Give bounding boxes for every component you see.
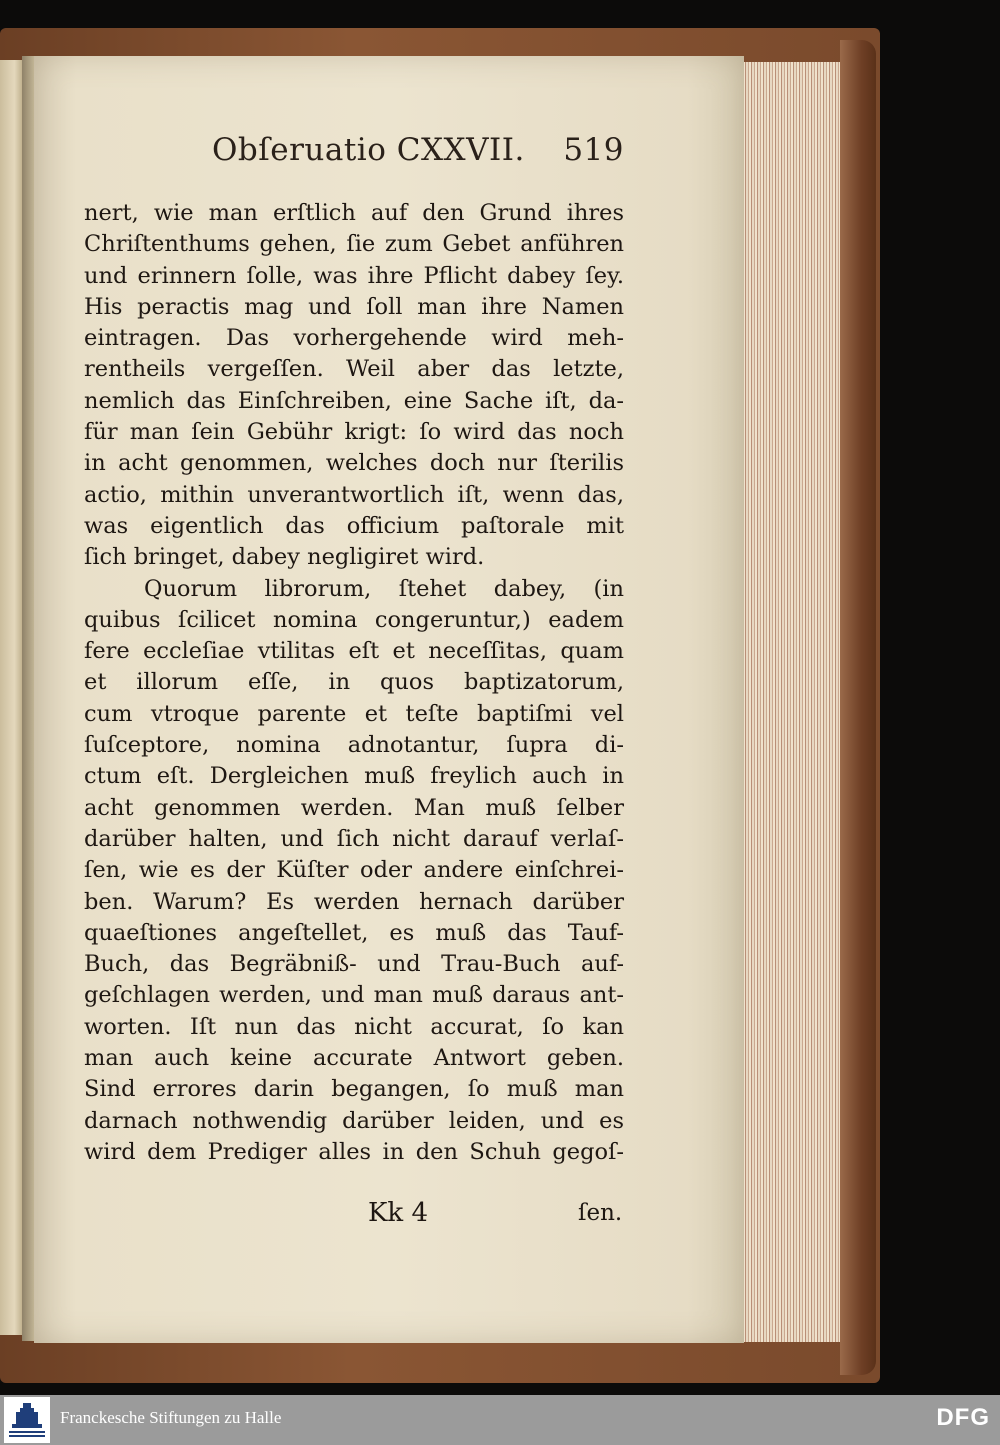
- catchword: ſen.: [578, 1200, 623, 1226]
- running-title: Obſeruatio CXXVII.: [212, 132, 525, 168]
- text-line: darüber halten, und ſich nicht darauf verlaſ-: [84, 825, 624, 852]
- body-text: [84, 198, 624, 1168]
- dfg-logo[interactable]: DFG: [936, 1404, 990, 1431]
- text-line: fere eccleſiae vtilitas eſt et neceſſitas, quam: [84, 638, 624, 665]
- left-page-edge: [0, 60, 24, 1335]
- text-line: Buch, das Begräbniß- und Trau-Buch auf-: [84, 951, 624, 978]
- text-line: für man ſein Gebühr krigt: ſo wird das noch: [84, 419, 624, 446]
- text-line: in acht genommen, welches doch nur ſterilis: [84, 450, 624, 477]
- text-line: worten. Iſt nun das nicht accurat, ſo kan: [84, 1013, 624, 1040]
- institution-logo[interactable]: [4, 1397, 50, 1443]
- text-line: nert, wie man erſtlich auf den Grund ihres: [84, 200, 624, 226]
- page-block-edges: [732, 62, 846, 1342]
- text-line: geſchlagen werden, und man muß daraus ant-: [84, 982, 624, 1009]
- text-line: ben. Warum? Es werden hernach darüber: [84, 888, 624, 915]
- institution-logo-icon: [4, 1397, 50, 1443]
- text-line: Chriſtenthums gehen, ſie zum Gebet anführen: [84, 231, 624, 258]
- footer-bar: [0, 1395, 1000, 1445]
- text-line: wird dem Prediger alles in den Schuh gegoſ-: [84, 1138, 624, 1165]
- text-line: ſen, wie es der Küſter oder andere einſchrei-: [84, 857, 624, 884]
- text-line: Sind errores darin begangen, ſo muß man: [84, 1076, 624, 1103]
- text-line: actio, mithin unverantwortlich iſt, wenn das,: [84, 481, 624, 508]
- text-line: quibus ſcilicet nomina congeruntur,) eadem: [84, 606, 624, 633]
- text-line: eintragen. Das vorhergehende wird meh-: [84, 325, 624, 352]
- text-line: His peractis mag und ſoll man ihre Namen: [84, 293, 624, 320]
- text-line: cum vtroque parente et teſte baptiſmi vel: [84, 700, 624, 727]
- text-line: und erinnern ſolle, was ihre Pflicht dabey ſey.: [84, 262, 624, 289]
- text-line: Quorum librorum, ſtehet dabey, (in: [144, 575, 624, 602]
- text-line: et illorum eſſe, in quos baptizatorum,: [84, 669, 624, 696]
- text-line: nemlich das Einſchreiben, eine Sache iſt, da-: [84, 387, 624, 414]
- text-line: rentheils vergeſſen. Weil aber das letzte,: [84, 356, 624, 383]
- institution-name[interactable]: Franckesche Stiftungen zu Halle: [60, 1408, 282, 1427]
- text-line: acht genommen werden. Man muß ſelber: [84, 794, 624, 821]
- text-line: ſuſceptore, nomina adnotantur, ſupra di-: [84, 732, 624, 759]
- text-line: ſich bringet, dabey negligiret wird.: [84, 544, 485, 571]
- text-line: ctum eſt. Dergleichen muß freylich auch in: [84, 763, 624, 790]
- book-fore-edge-cover: [840, 40, 876, 1375]
- page-number: 519: [563, 132, 624, 168]
- text-line: quaeſtiones angeſtellet, es muß das Tauf-: [84, 919, 624, 946]
- text-line: man auch keine accurate Antwort geben.: [84, 1045, 624, 1072]
- page-header: [212, 132, 632, 172]
- text-line: was eigentlich das officium paſtorale mit: [84, 512, 624, 539]
- text-line: darnach nothwendig darüber leiden, und es: [84, 1107, 624, 1134]
- signature-mark: Kk 4: [368, 1198, 428, 1228]
